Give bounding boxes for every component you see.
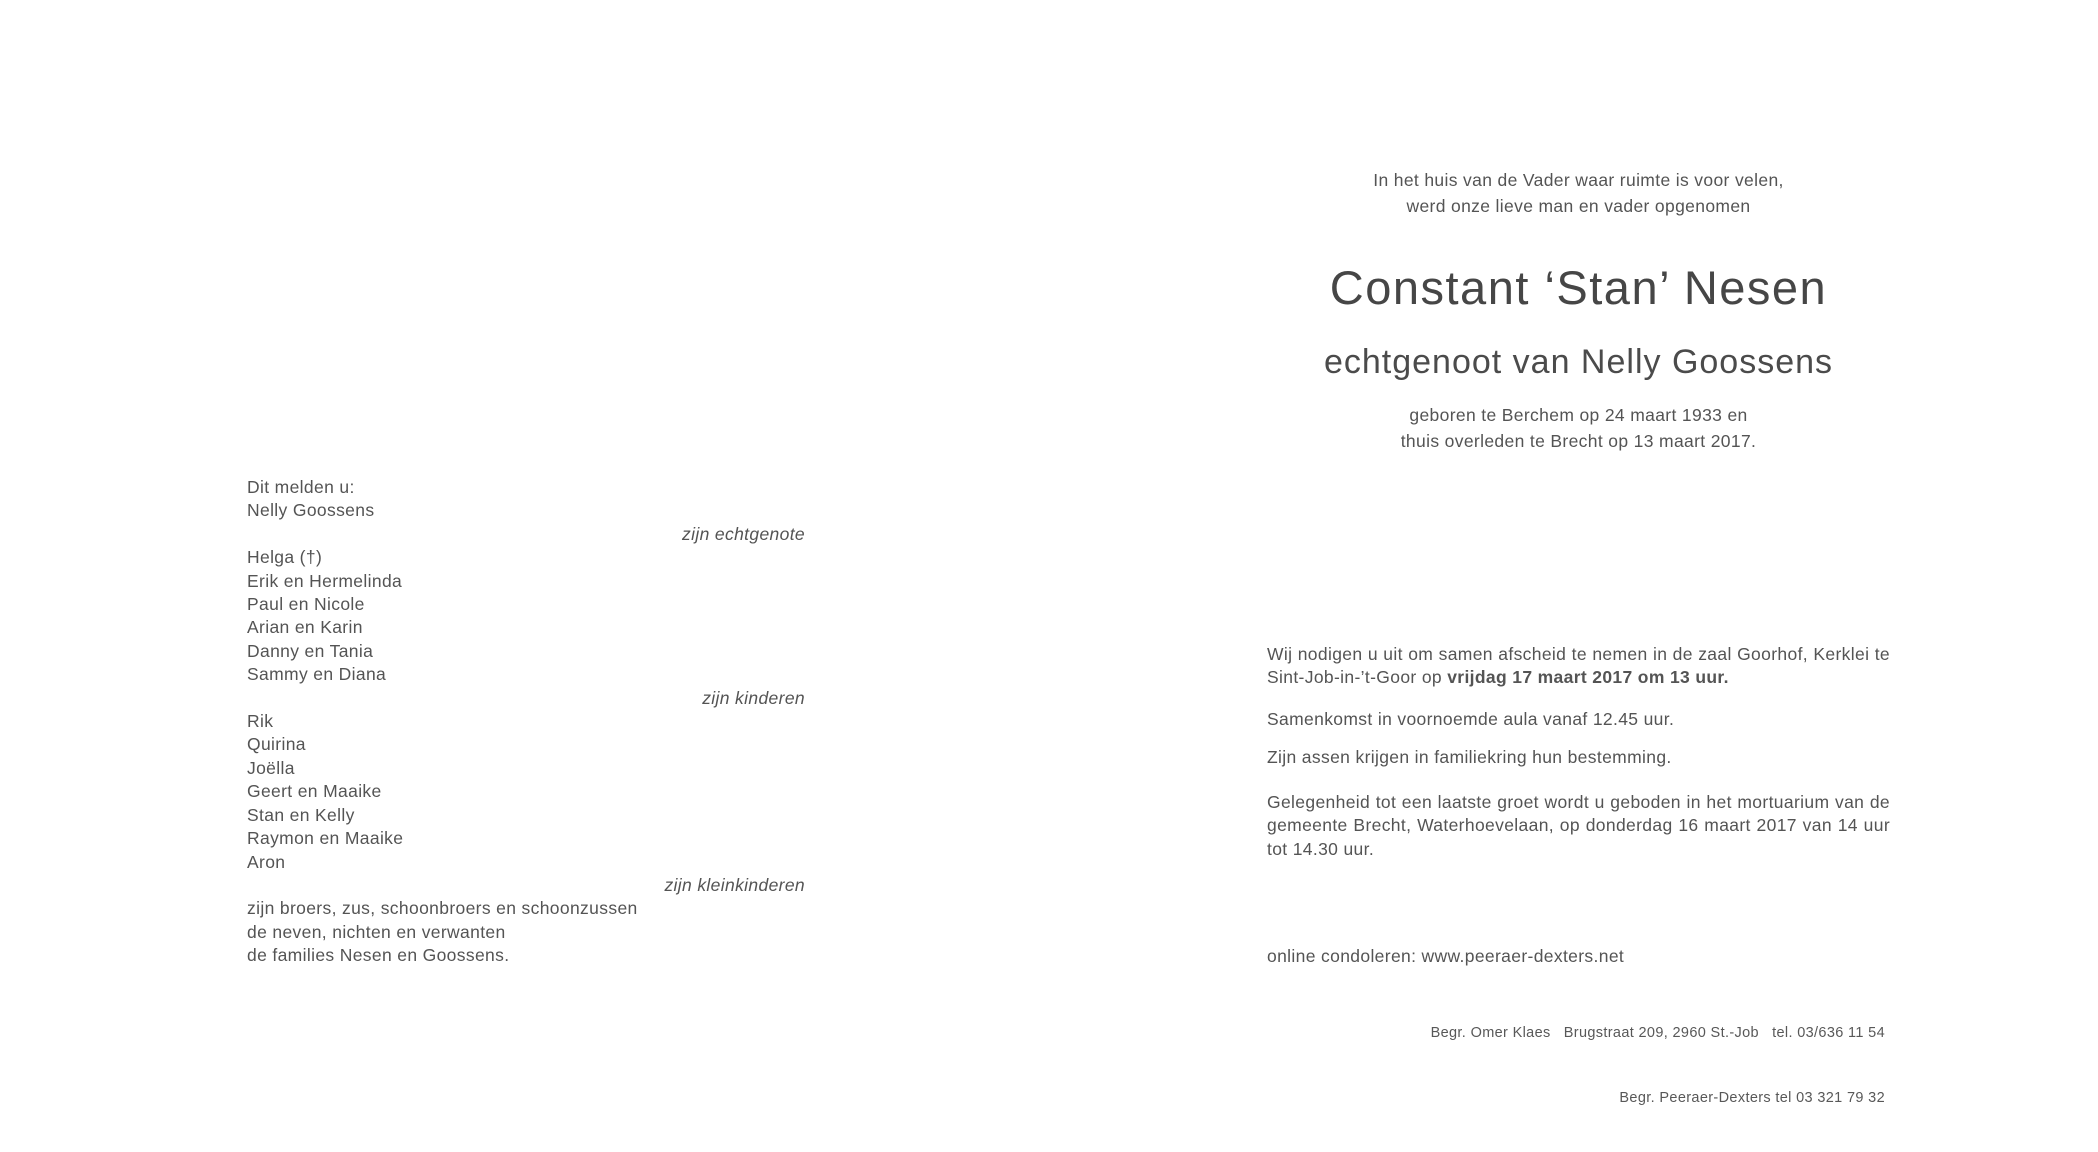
intro-line-1: In het huis van de Vader waar ruimte is voor velen, <box>1373 170 1784 190</box>
family-line: Erik en Hermelinda <box>247 570 403 591</box>
family-line: Stan en Kelly <box>247 804 355 825</box>
family-line: Danny en Tania <box>247 640 374 661</box>
last-greeting-paragraph: Gelegenheid tot een laatste groet wordt u geboden in het mortuarium van de gemeente Brecht, Waterhoevelaan, op donderdag 16 maart 2017 van 14 uur tot 14.30 uur. <box>1267 792 1890 859</box>
family-line: Rik <box>247 711 274 732</box>
ceremony-datetime: vrijdag 17 maart 2017 om 13 uur. <box>1447 667 1729 688</box>
intro-verse <box>1267 167 1890 219</box>
funeral-home-line-1: Begr. Omer Klaes Brugstraat 209, 2960 St.-Job tel. 03/636 11 54 <box>1430 1025 1885 1041</box>
family-line: Arian en Karin <box>247 617 363 638</box>
gathering-paragraph: Samenkomst in voornoemde aula vanaf 12.45 uur. <box>1267 709 1675 729</box>
intro-line-2: werd onze lieve man en vader opgenomen <box>1406 196 1751 216</box>
family-line: de families Nesen en Goossens. <box>247 945 510 966</box>
birth-line: geboren te Berchem op 24 maart 1933 en <box>1409 405 1748 425</box>
invitation-paragraph <box>1267 643 1890 690</box>
ashes-paragraph: Zijn assen krijgen in familiekring hun bestemming. <box>1267 747 1672 767</box>
invitation-text: Wij nodigen u uit om samen afscheid te nemen in de zaal Goorhof, Kerklei te Sint-Job-in-’t-Goor op <box>1267 644 1890 688</box>
life-dates <box>1267 402 1890 454</box>
family-line: Quirina <box>247 734 306 755</box>
family-line: Dit melden u: <box>247 477 355 497</box>
funeral-home-line-2: Begr. Peeraer-Dexters tel 03 321 79 32 <box>1619 1089 1885 1106</box>
family-line: de neven, nichten en verwanten <box>247 921 506 942</box>
relationship-subtitle: echtgenoot van Nelly Goossens <box>1323 343 1834 381</box>
family-line: Raymon en Maaike <box>247 828 404 849</box>
family-line: Helga (†) <box>247 547 323 568</box>
page-title: Constant ‘Stan’ Nesen <box>1329 261 1828 314</box>
family-line: Paul en Nicole <box>247 594 365 615</box>
family-line: Sammy en Diana <box>247 664 387 685</box>
family-line: zijn broers, zus, schoonbroers en schoonzussen <box>247 898 638 919</box>
relation-label: zijn kleinkinderen <box>664 874 805 895</box>
death-line: thuis overleden te Brecht op 13 maart 2017. <box>1400 431 1757 451</box>
funeral-home-details <box>1262 980 1885 1152</box>
relation-label: zijn kinderen <box>702 687 805 708</box>
family-line: Geert en Maaike <box>247 781 382 802</box>
family-announcement-list <box>247 476 805 968</box>
announcement-page <box>1267 0 1890 1106</box>
family-line: Joëlla <box>247 757 295 778</box>
family-line: Nelly Goossens <box>247 500 375 521</box>
condolences-line: online condoleren: www.peeraer-dexters.net <box>1267 946 1625 966</box>
family-line: Aron <box>247 851 286 872</box>
relation-label: zijn echtgenote <box>682 523 805 544</box>
